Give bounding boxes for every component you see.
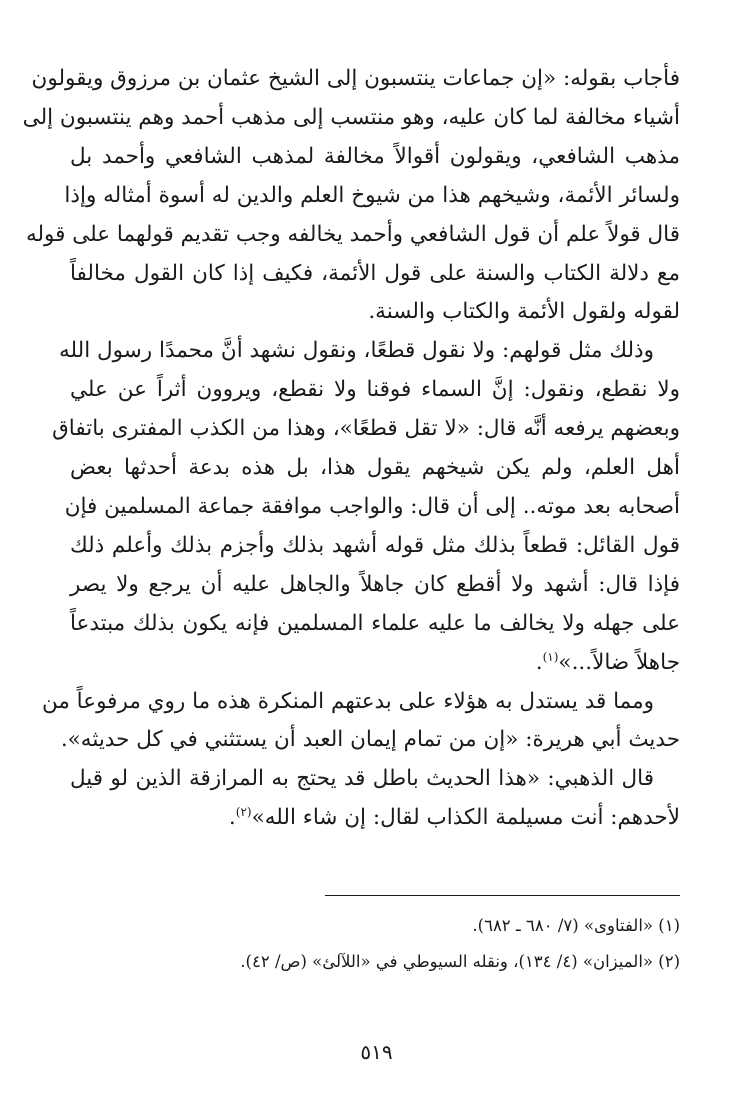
- text-line: لقوله ولقول الأئمة والكتاب والسنة.: [368, 299, 680, 325]
- main-text: [22, 60, 680, 838]
- text-line: مع دلالة الكتاب والسنة على قول الأئمة، فكيف إذا كان القول مخالفاً: [70, 260, 680, 286]
- text-line: على جهله ولا يخالف ما عليه علماء المسلمين فإنه يكون بذلك مبتدعاً: [70, 610, 680, 636]
- footnote-ref-2[interactable]: (٢): [235, 805, 252, 820]
- text-line: قال قولاً علم أن قول الشافعي وأحمد يخالفه وجب تقديم قولهما على قوله: [25, 221, 680, 247]
- paragraph-4: [70, 760, 680, 838]
- text-line: أشياء مخالفة لما كان عليه، وهو منتسب إلى مذهب أحمد وهم ينتسبون إلى: [22, 104, 680, 130]
- paragraph-3: [41, 683, 680, 761]
- text-line: وبعضهم يرفعه أنَّه قال: «لا تقل قطعًا»، وهذا من الكذب المفترى باتفاق: [52, 416, 680, 442]
- text-line: ولا نقطع، ونقول: إنَّ السماء فوقنا ولا نقطع، ويروون أثراً عن علي: [70, 377, 680, 403]
- text-line-with-footnote: جاهلاً ضالاً...»$^{(١)}$.: [535, 649, 680, 675]
- footnote-ref-1[interactable]: (١): [542, 649, 559, 664]
- text-line: لأحدهم: أنت مسيلمة الكذاب لقال: إن شاء الله»: [251, 805, 680, 831]
- text-line-with-footnote: لأحدهم: أنت مسيلمة الكذاب لقال: إن شاء الله»$^{(٢)}$.: [228, 805, 680, 831]
- text-line: جاهلاً ضالاً...»: [558, 649, 680, 675]
- footnote-divider: [325, 895, 680, 896]
- footnote-2: (٢) «الميزان» (٤/ ١٣٤)، ونقله السيوطي في «اللآلئ» (ص/ ٤٢).: [240, 952, 680, 971]
- text-line: مذهب الشافعي، ويقولون أقوالاً مخالفة لمذهب الشافعي وأحمد بل: [70, 143, 680, 169]
- text-line: قول القائل: قطعاً بذلك مثل قوله أشهد بذلك وأجزم بذلك وأعلم ذلك: [70, 532, 680, 558]
- text-line: أصحابه بعد موته.. إلى أن قال: والواجب موافقة جماعة المسلمين فإن: [64, 493, 680, 519]
- text-line: ومما قد يستدل به هؤلاء على بدعتهم المنكرة هذه ما روي مرفوعاً من: [41, 688, 654, 714]
- text-line: وذلك مثل قولهم: ولا نقول قطعًا، ونقول نشهد أنَّ محمدًا رسول الله: [59, 338, 654, 364]
- paragraph-2: [52, 332, 680, 682]
- text-line: حديث أبي هريرة: «إن من تمام إيمان العبد أن يستثني في كل حديثه».: [60, 727, 680, 753]
- footnotes: [70, 908, 680, 980]
- paragraph-1: [22, 60, 680, 332]
- page-number: ٥١٩: [360, 1040, 393, 1064]
- text-line: قال الذهبي: «هذا الحديث باطل قد يحتج به المرازقة الذين لو قيل: [70, 766, 654, 792]
- text-line: ولسائر الأئمة، وشيخهم هذا من شيوخ العلم والدين له أسوة أمثاله وإذا: [64, 182, 680, 208]
- text-line: فإذا قال: أشهد ولا أقطع كان جاهلاً والجاهل عليه أن يرجع ولا يصر: [70, 571, 680, 597]
- text-line: فأجاب بقوله: «إن جماعات ينتسبون إلى الشيخ عثمان بن مرزوق ويقولون: [31, 66, 680, 91]
- text-line: أهل العلم، ولم يكن شيخهم يقول هذا، بل هذه بدعة أحدثها بعض: [70, 455, 680, 481]
- footnote-1: (١) «الفتاوى» (٧/ ٦٨٠ ـ ٦٨٢).: [472, 916, 680, 935]
